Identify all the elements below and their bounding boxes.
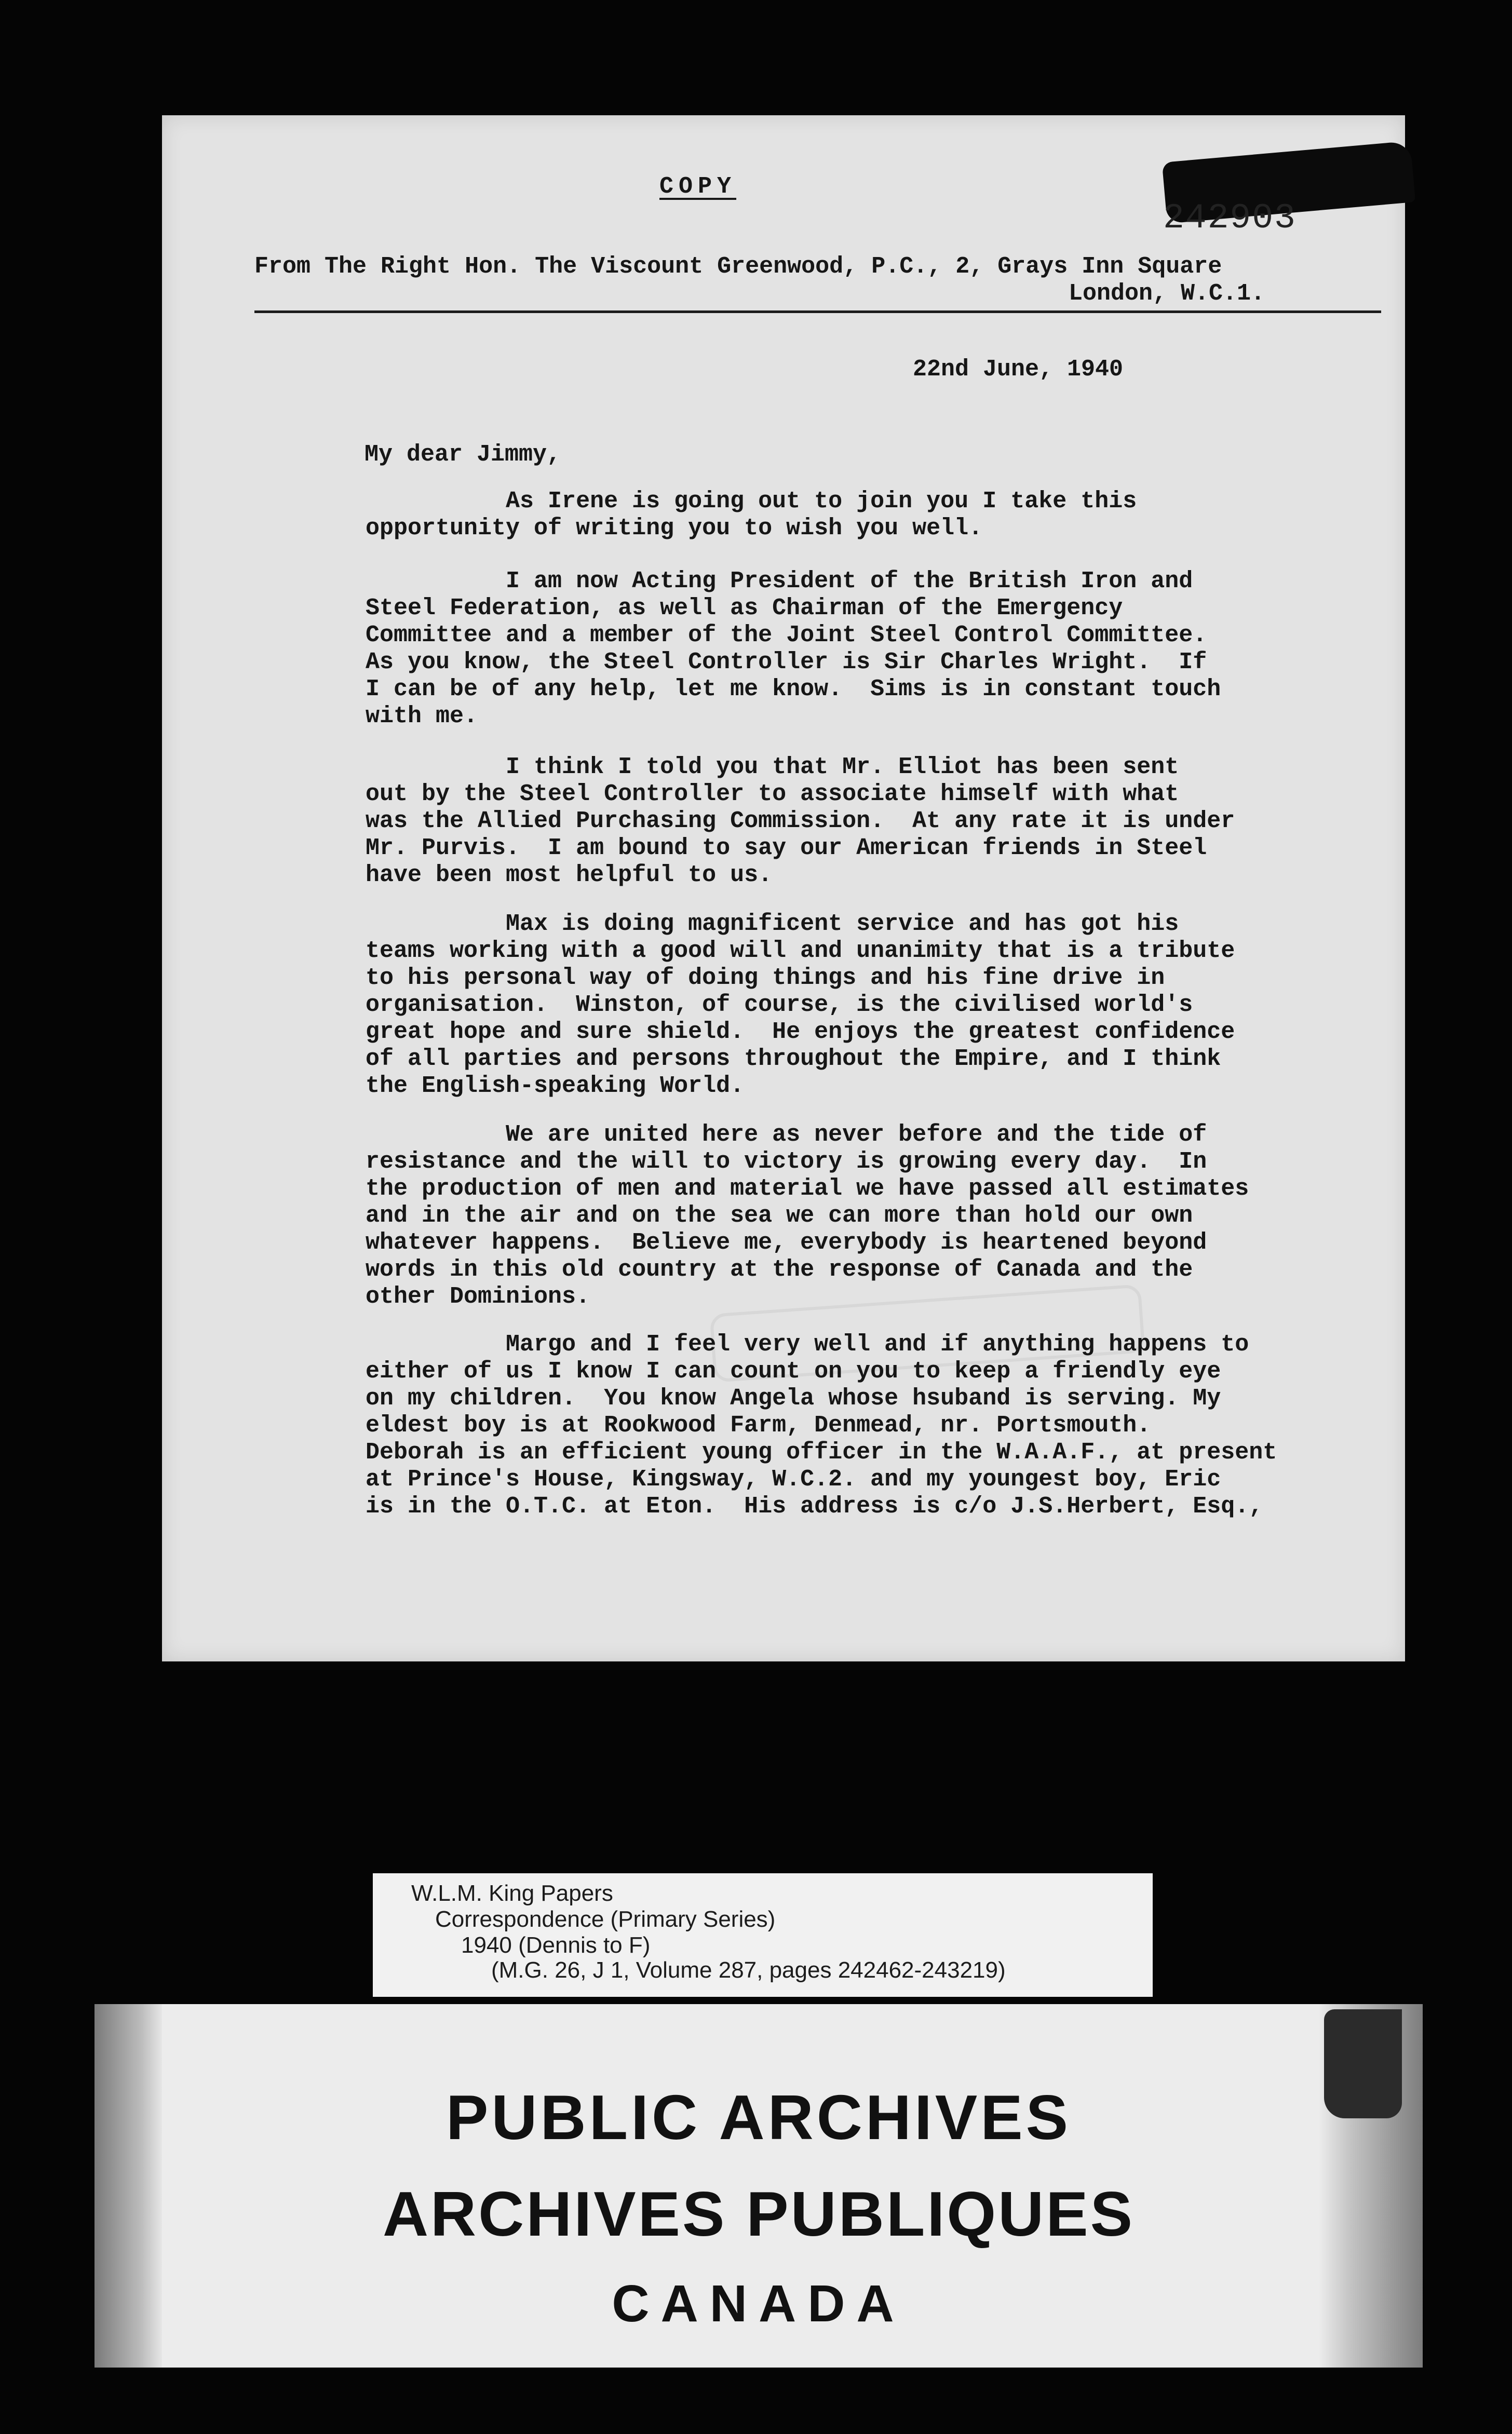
label-collection: W.L.M. King Papers (411, 1881, 613, 1906)
paragraph-5: We are united here as never before and the tide of resistance and the will to victory is growing every day. In the production of men and material we have passed all estimates and in the air and on the sea we can more than hold our own whatever happens. Believe me, everybody is heartened beyond words in this old country at the response of Canada and the other Dominions. (366, 1121, 1249, 1310)
archive-label-card (373, 1873, 1153, 1997)
salutation: My dear Jimmy, (365, 441, 561, 468)
banner-title-english: PUBLIC ARCHIVES (446, 2082, 1071, 2153)
letterhead-sender: From The Right Hon. The Viscount Greenwood, P.C., 2, Grays Inn Square (254, 253, 1222, 280)
paragraph-6: Margo and I feel very well and if anything happens to either of us I know I can count on you to keep a friendly eye on my children. You know Angela whose hsuband is serving. My eldest boy is at Rookwood Farm, Denmead, nr. Portsmouth. Deborah is an efficient young officer in the W.A.A.F., at present at Prince's House, Kingsway, W.C.2. and my youngest boy, Eric is in the O.T.C. at Eton. His address is c/o J.S.Herbert, Esq., (366, 1331, 1277, 1520)
paragraph-3: I think I told you that Mr. Elliot has been sent out by the Steel Controller to associate himself with what was the Allied Purchasing Commission. At any rate it is under Mr. Purvis. I am bound to say our American friends in Steel have been most helpful to us. (366, 754, 1235, 888)
paragraph-2: I am now Acting President of the British Iron and Steel Federation, as well as Chairman of the Emergency Committee and a member of the Joint Steel Control Committee. As you know, the Steel Controller is Sir Charles Wright. If I can be of any help, let me know. Sims is in constant touch with me. (366, 568, 1221, 729)
letterhead-city: London, W.C.1. (1069, 280, 1265, 307)
paragraph-4: Max is doing magnificent service and has got his teams working with a good will and unanimity that is a tribute to his personal way of doing things and his fine drive in organisation. Winston, of course, is the civilised world's great hope and sure shield. He enjoys the greatest confidence of all parties and persons throughout the Empire, and I think the English-speaking World. (366, 911, 1235, 1099)
label-reference: (M.G. 26, J 1, Volume 287, pages 242462-243219) (491, 1957, 1006, 1983)
page-number-stamp: 242903 (1163, 198, 1297, 238)
public-archives-banner (95, 2004, 1423, 2368)
banner-country: CANADA (612, 2275, 906, 2333)
letter-date: 22nd June, 1940 (913, 356, 1124, 383)
letterhead-rule (254, 310, 1381, 313)
banner-title-french: ARCHIVES PUBLIQUES (382, 2179, 1135, 2249)
paragraph-1: As Irene is going out to join you I take this opportunity of writing you to wish you well. (366, 488, 1137, 542)
letter-page (162, 115, 1405, 1661)
label-series: Correspondence (Primary Series) (435, 1906, 776, 1932)
label-range: 1940 (Dennis to F) (461, 1932, 651, 1958)
copy-heading: COPY (659, 173, 737, 200)
